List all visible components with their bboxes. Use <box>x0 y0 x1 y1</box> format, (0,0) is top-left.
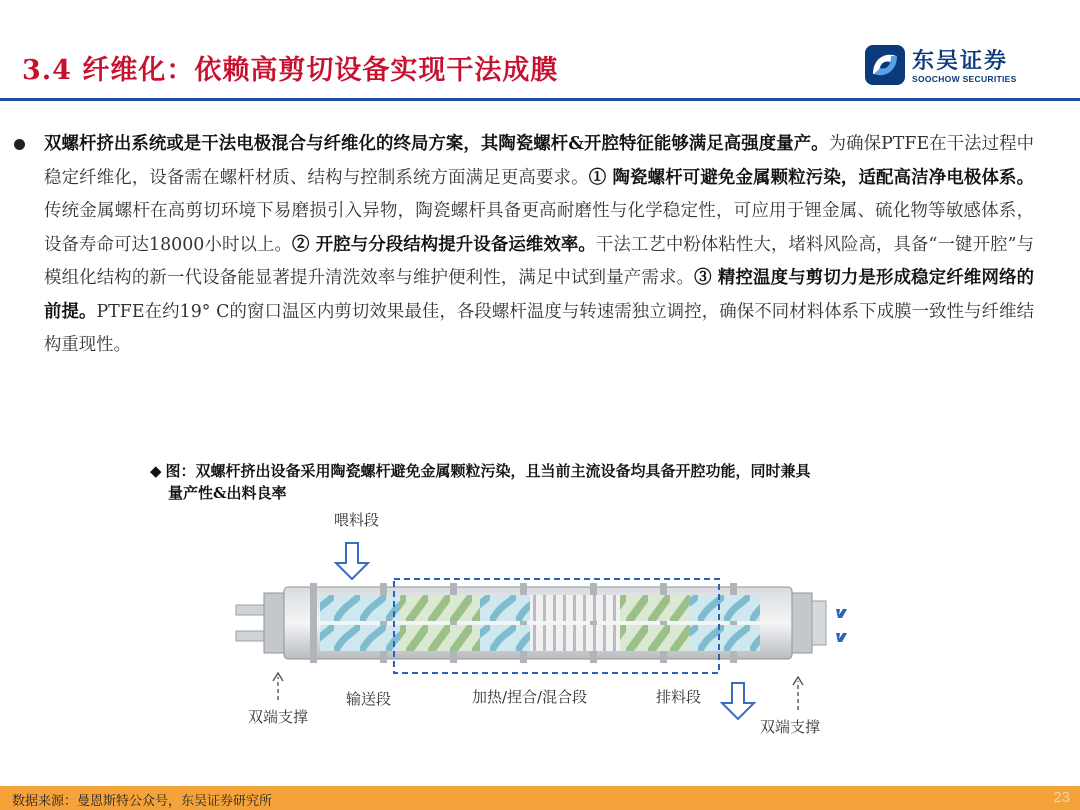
page-number: 23 <box>1053 789 1070 806</box>
page-title: 3.4 纤维化：依赖高剪切设备实现干法成膜 <box>22 55 559 86</box>
logo-mark-icon <box>864 44 906 86</box>
extruder-illustration <box>230 505 850 745</box>
label-discharge-section: 排料段 <box>656 688 702 706</box>
caption-line-1: 图：双螺杆挤出设备采用陶瓷螺杆避免金属颗粒污染，且当前主流设备均具备开腔功能，同时兼具 <box>165 462 811 480</box>
twin-screw-extruder-diagram <box>230 505 850 745</box>
footer-bar <box>0 786 1080 810</box>
label-feed-section: 喂料段 <box>334 511 380 529</box>
bullet-icon <box>14 139 25 150</box>
point-1-text: 传统金属螺杆在高剪切环境下易磨损引入异物，陶瓷螺杆具备更高耐磨性与化学稳定性，可应用于锂金属、硫化物等敏感体系，设备寿命可达18000小时以上。 <box>44 201 1034 255</box>
sentence-1-bold: 双螺杆挤出系统或是干法电极混合与纤维化的终局方案，其陶瓷螺杆&开腔特征能够满足高强度量产。 <box>44 134 829 154</box>
point-2-text: 干法工艺中粉体粘性大，堵料风险高，具备“一键开腔”与模组化结构的新一代设备能显著提升清洗效率与维护便利性，满足中试到量产需求。 <box>44 234 1034 288</box>
figure-caption <box>150 460 950 504</box>
point-3-heading: ③ 精控温度与剪切力是形成稳定纤维网络的前提。 <box>44 268 1034 322</box>
logo-english-name: SOOCHOW SECURITIES <box>912 74 1017 84</box>
label-convey-section: 输送段 <box>346 690 392 708</box>
label-heat-mix-section: 加热/捏合/混合段 <box>472 688 588 706</box>
logo-chinese-name: 东吴证券 <box>912 49 1009 74</box>
label-support-left: 双端支撑 <box>248 708 309 726</box>
diamond-icon: ◆ <box>150 462 162 480</box>
point-1-heading: ① 陶瓷螺杆可避免金属颗粒污染，适配高洁净电极体系。 <box>588 167 1034 188</box>
body-paragraph <box>44 128 1034 363</box>
point-2-heading: ② 开腔与分段结构提升设备运维效率。 <box>292 234 596 255</box>
header-divider <box>0 98 1080 101</box>
caption-line-2: 量产性&出料良率 <box>168 484 287 502</box>
label-support-right: 双端支撑 <box>760 718 821 736</box>
brand-logo <box>864 44 1044 90</box>
footer-source: 数据来源：曼恩斯特公众号，东吴证券研究所 <box>12 794 273 809</box>
point-3-text: PTFE在约19° C的窗口温区内剪切效果最佳，各段螺杆温度与转速需独立调控，确保不同材料体系下成膜一致性与纤维结构重现性。 <box>44 301 1034 355</box>
sentence-1: 为确保PTFE在干法过程中稳定纤维化，设备需在螺杆材质、结构与控制系统方面满足更高要求。 <box>44 134 1034 188</box>
